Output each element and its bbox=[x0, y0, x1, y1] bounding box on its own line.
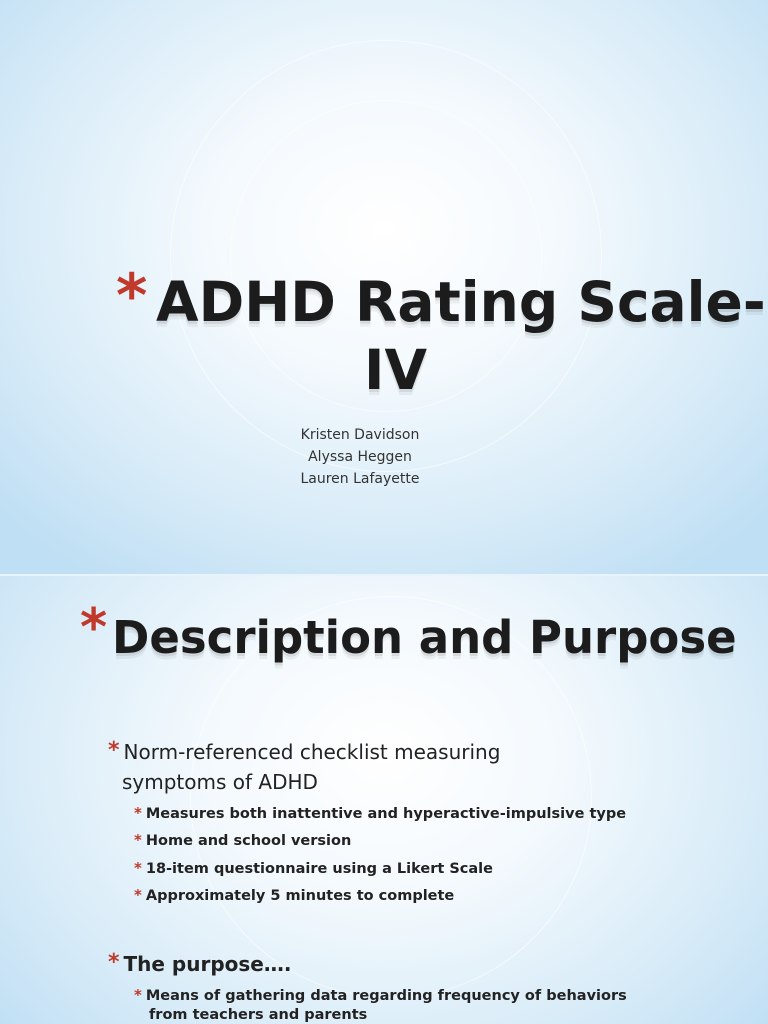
sub-bullet-text: Measures both inattentive and hyperactive-impulsive type bbox=[145, 806, 627, 822]
bullet-star-icon: * bbox=[134, 859, 142, 877]
main-bullet-text-line1: Norm-referenced checklist measuring bbox=[123, 740, 501, 764]
sub-bullet-text: 18-item questionnaire using a Likert Scale bbox=[145, 861, 493, 877]
author-list bbox=[260, 424, 460, 490]
bullet-star-icon: * bbox=[134, 831, 142, 849]
purpose-sub-bullet bbox=[134, 986, 627, 1006]
purpose-heading-text: The purpose…. bbox=[123, 952, 292, 976]
sub-bullet bbox=[134, 886, 454, 906]
sub-bullet-text: Approximately 5 minutes to complete bbox=[145, 888, 455, 904]
bullet-star-icon: * bbox=[108, 738, 120, 763]
bullet-star-icon: * bbox=[134, 886, 142, 904]
slide2-title: Description and Purpose bbox=[112, 611, 737, 664]
main-bullet-continuation bbox=[122, 768, 318, 796]
sub-bullet bbox=[134, 804, 626, 824]
title-star-icon: * bbox=[116, 261, 148, 331]
content-slide bbox=[0, 576, 768, 1024]
main-bullet-text-line2: symptoms of ADHD bbox=[122, 770, 318, 794]
author-name: Lauren Lafayette bbox=[300, 471, 420, 487]
purpose-sub-bullet-continuation bbox=[149, 1005, 367, 1024]
main-bullet bbox=[108, 738, 500, 766]
bullet-star-icon: * bbox=[108, 950, 120, 975]
bullet-star-icon: * bbox=[134, 986, 142, 1004]
slide1-title-line2: IV bbox=[364, 338, 428, 402]
purpose-heading bbox=[108, 950, 291, 978]
title-star-icon: * bbox=[80, 598, 108, 658]
author-name: Kristen Davidson bbox=[300, 427, 420, 443]
bullet-star-icon: * bbox=[134, 804, 142, 822]
sub-bullet-text: Home and school version bbox=[145, 833, 352, 849]
slide1-title-line1: ADHD Rating Scale- bbox=[156, 270, 766, 334]
sub-bullet bbox=[134, 859, 493, 879]
purpose-sub-bullet-line1: Means of gathering data regarding frequency of behaviors bbox=[145, 988, 627, 1004]
author-name: Alyssa Heggen bbox=[308, 449, 412, 465]
sub-bullet bbox=[134, 831, 351, 851]
purpose-sub-bullet-line2: from teachers and parents bbox=[149, 1007, 368, 1023]
